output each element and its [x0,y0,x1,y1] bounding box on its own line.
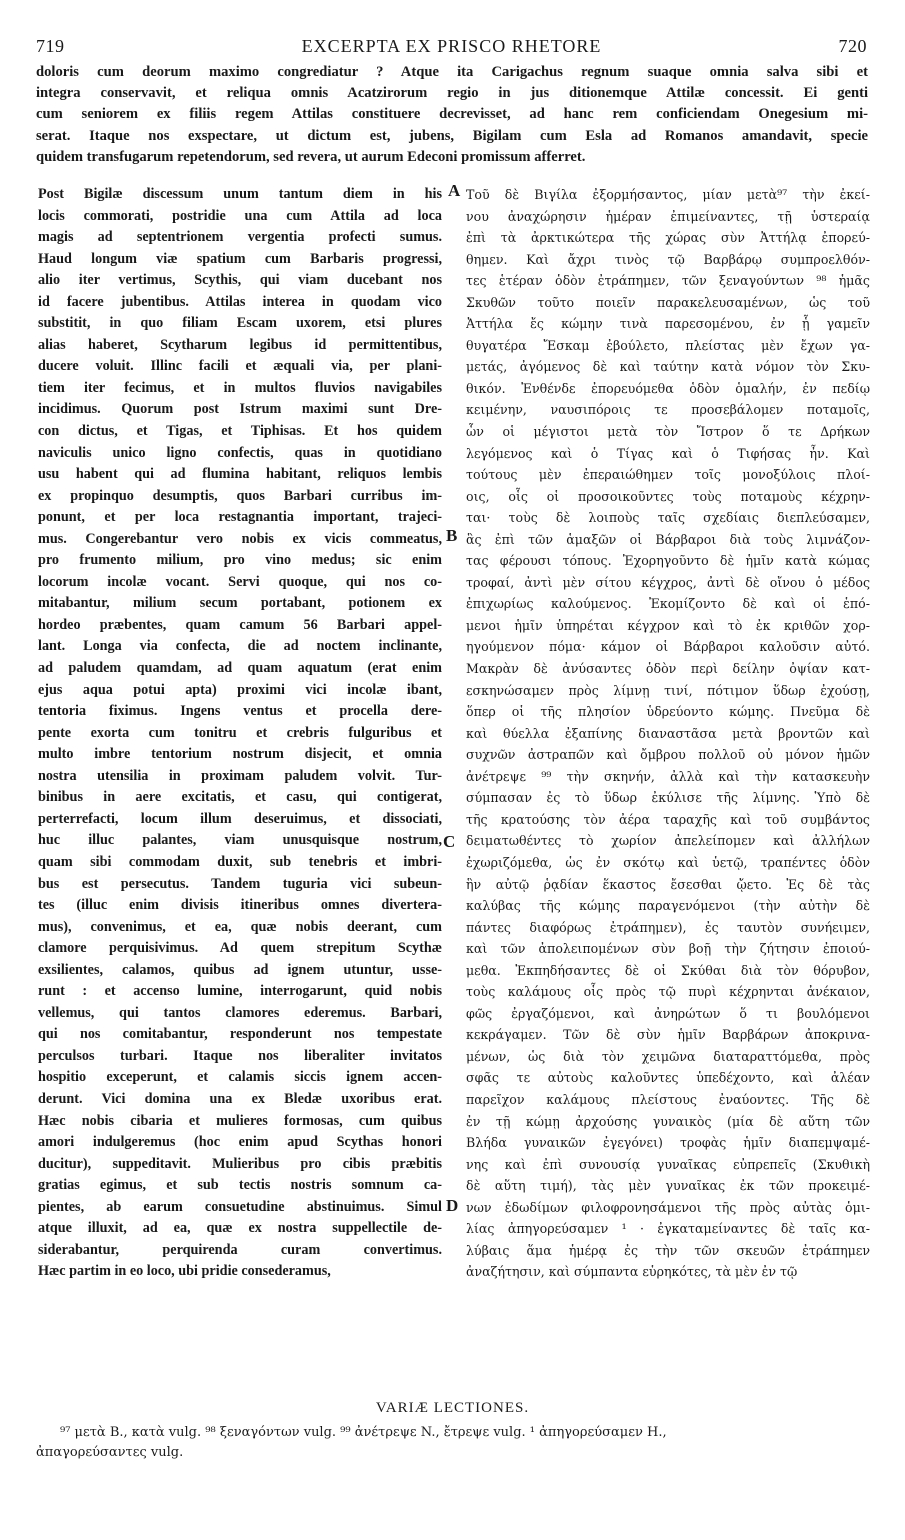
latin-line: alio iter vertimus, Scythis, qui viam ducebant nos [38,272,442,289]
greek-line: ὅπερ οἱ τῆς πλησίον ὑδρεύοντο κώμης. Πνεῦμα δὲ [466,704,870,720]
greek-line: ὧν οἱ μέγιστοι μετὰ τὸν Ἴστρον ὅ τε Δρήκων [466,424,870,440]
section-marker-b: B [446,526,458,545]
greek-line: καὶ θύελλα ἐξαπίνης διαναστᾶσα μετὰ βροντῶν καὶ [466,725,870,741]
latin-line: tentoria fiximus. Ingens ventus et procella dere- [38,703,442,720]
latin-line: exsilientes, calamos, quibus ad ignem utuntur, usse- [38,961,442,978]
greek-line: σφᾶς τε αὐτοὺς καλοῦντες ὑπεδέχοντο, καὶ ἀλέαν [466,1070,870,1086]
latin-line: pientes, ab earum consuetudine abstinuimus. Simul [38,1198,442,1215]
greek-line: ἀναζήτησιν, καὶ σύμπαντα εὑρηκότες, τὰ μὲν ἐν τῷ [466,1264,798,1280]
latin-line: Haud longum viæ spatium cum Barbaris progressi, [38,250,442,267]
greek-line: ἐπὶ τὰ ἀρκτικώτερα τῆς χώρας σὺν Ἀττήλᾳ ἐπορεύ- [466,230,870,246]
latin-line: runt : et accenso lumine, interrogarunt, quid nobis [38,983,442,1000]
greek-column [466,184,870,1283]
latin-line: ejus aqua potui apta) proximi vici incolæ ibant, [38,681,442,698]
greek-line: νου ἀναχώρησιν ἡμέραν ἐπιμείναντες, τῇ ὑστεραίᾳ [466,208,870,224]
variant-readings-line: ⁹⁷ μετὰ B., κατὰ vulg. ⁹⁸ ξεναγόντων vulg. ⁹⁹ ἀνέτρεψε N., ἔτρεψε vulg. ¹ ἀπηγορεύσαμεν H., [60,1425,667,1440]
greek-line: τοὺς καλάμους οἷς πρὸς τῷ πυρὶ κέχρηνται ἀνέκαιον, [466,984,870,1000]
greek-line: δὲ αὕτη τιμή), τὰς μὲν γυναῖκας ἐκ τῶν προκειμέ- [466,1178,870,1194]
latin-line: amori indulgeremus (hoc enim apud Scythas honori [38,1134,442,1151]
latin-line: hospitio exceperunt, et calamis siccis ignem accen- [38,1069,442,1086]
greek-line: τας φέρουσι τόπους. Ἐχορηγοῦντο δὲ ἡμῖν κατὰ κώμας [466,553,870,569]
latin-line: Hæc nobis cibaria et mulieres formosas, cum quibus [38,1112,442,1129]
section-marker-d: D [446,1196,459,1215]
running-title: EXCERPTA EX PRISCO RHETORE [301,36,602,56]
greek-line: σύμπασαν ἐς τὸ ὕδωρ ἐκύλισε τῆς λίμνης. Ὑπὸ δὲ [466,790,870,806]
latin-line: vellemus, qui tantos clamores ederemus. Barbari, [38,1004,442,1021]
greek-line: ἐν τῇ κώμῃ ἀρχούσης γυναικὸς (μία δὲ αὕτη τῶν [466,1113,870,1129]
greek-line: εσκηνώσαμεν πρὸς λίμνῃ τινί, πότιμον ὕδωρ ἐχούσῃ, [466,682,870,698]
latin-line: mitabantur, milium secum portabant, potionem ex [38,595,442,612]
latin-line: qui nos comitabantur, responderunt nos tempestate [38,1026,442,1043]
greek-line: ἐπιχωρίως καλούμενος. Ἐκομίζοντο δὲ καὶ οἱ ἑπό- [466,596,870,612]
latin-line: substitit, in quo filiam Escam uxorem, etsi plures [38,315,442,332]
greek-line: θημεν. Καὶ ἄχρι τινὸς τῷ Βαρβάρῳ συμπροελθόν- [466,251,870,267]
latin-line: clamore perquisivimus. Ad quem strepitum Scythæ [38,940,442,957]
latin-line: mus. Congerebantur vero nobis ex vicis commeatus, [38,530,442,547]
latin-line: Hæc partim in eo loco, ubi pridie consederamus, [38,1263,331,1280]
greek-line: ἣν αὐτῷ ῥᾳδίαν ἕκαστος ἔσεσθαι ᾤετο. Ἐς δὲ τὰς [466,876,870,892]
latin-line: pro frumento milium, pro vino medus; sic enim [38,552,442,569]
greek-line: λύβαις ἅμα ἡμέρᾳ ἐς τὴν τῶν σκευῶν ἐτράπημεν [466,1242,870,1258]
page-number-right: 720 [838,36,867,56]
greek-line: συχνῶν ἀστραπῶν καὶ ὄμβρου πολλοῦ οὐ μόνον ἡμῶν [466,747,870,763]
latin-line: binibus in aere excitatis, et casu, qui contigerat, [38,789,442,806]
latin-line: hordeo præbentes, quam camum 56 Barbari appel- [38,616,442,633]
latin-line: quam sibi commodam duxit, sub tenebris et imbri- [38,853,442,870]
greek-line: μένων, ὡς διὰ τὸν χειμῶνα διαταραττόμεθα, πρὸς [466,1048,870,1064]
latin-line: pente exorta cum tonitru et crebris fulguribus et [38,724,442,741]
text-line: doloris cum deorum maximo congrediatur ? Atque ita Carigachus regnum suaque omnia salva sibi et [36,64,868,80]
variae-lectiones-title: VARIÆ LECTIONES. [375,1400,530,1416]
greek-line: Μακρὰν δὲ ἀνύσαντες ὁδὸν περὶ δείλην ὀψίαν κατ- [466,661,870,677]
greek-line: ται· τοὺς δὲ λοιποὺς ταῖς σχεδίαις διεπλεύσαμεν, [466,510,870,526]
latin-line: tes (illuc enim divisis itineribus omnes divertera- [38,897,442,914]
latin-line: perculsos turbari. Itaque nos liberaliter invitatos [38,1047,442,1064]
greek-line: ηγούμενον πόμα· κάμον οἱ Βάρβαροι καλοῦσιν αὐτό. [466,639,870,655]
greek-line: θικόν. Ἐνθένδε ἐπορευόμεθα ὁδὸν ὁμαλήν, ἐν πεδίῳ [466,380,870,396]
latin-line: magis ad septentrionem vergentia profecti sumus. [38,229,442,246]
latin-line: Post Bigilæ discessum unum tantum diem in his [38,186,442,202]
latin-line: atque illuxit, ad ea, quæ ex nostra suppellectile de- [38,1220,442,1237]
greek-line: νων ἐδωδίμων φιλοφρονησάμενοι τῆς πρὸς αὐτὰς ὁμι- [466,1199,870,1215]
latin-line: ducere voluit. Illinc facili et æquali via, per plani- [38,358,442,375]
greek-line: ἀνέτρεψε ⁹⁹ τὴν σκηνήν, ἀλλὰ καὶ τὴν κατασκευὴν [466,768,870,784]
text-line: serat. Itaque nos exspectare, ut dictum est, jubens, Bigilam cum Esla ad Romanos amandavit, specie [36,127,868,144]
latin-line: alias haberet, Scytharum legibus id permittentibus, [38,336,442,353]
greek-line: παρεῖχον καλάμους πλείστους ἐναύοντες. Τῆς δὲ [466,1091,870,1107]
section-marker-c: C [443,832,456,851]
greek-line: μεθα. Ἐκπηδήσαντες δὲ οἱ Σκύθαι διὰ τὸν θόρυβον, [466,962,870,978]
greek-line: καὶ τῶν ἀπολειπομένων σὺν βοῇ τὴν ζήτησιν ἐποιού- [466,941,870,957]
greek-line: κεκράγαμεν. Τῶν δὲ σὺν ἡμῖν Βαρβάρων ἀποκρινα- [466,1027,870,1043]
latin-line: locis commorati, postridie una cum Attila ad loca [38,207,442,224]
greek-line: Βλήδα γυναικῶν ἐγεγόνει) τροφὰς ἡμῖν διαπεμψαμέ- [466,1135,870,1151]
greek-line: μετάς, ἀγόμενος δὲ καὶ ταύτην κατὰ νόμον τὸν Σκυ- [466,359,870,375]
latin-column [38,184,442,1283]
latin-line: tiem iter fecimus, et in multos fluvios navigabiles [38,379,442,396]
latin-line: con dictus, et Tigas, et Tiphisas. Et hos quidem [38,423,442,440]
latin-line: huc illuc palantes, viam unusquisque nostrum, [38,832,442,849]
greek-line: λεγόμενος καὶ ὁ Τίγας καὶ ὁ Τιφήσας ἦν. Καὶ [466,445,870,461]
section-marker-a: A [448,181,461,200]
top-paragraph [36,62,868,168]
greek-line: Ἀττήλα ἔς κώμην τινὰ παρεσομένου, ἐν ᾗ γαμεῖν [466,316,870,332]
variant-readings-line: ἀπαγορεύσαντες vulg. [36,1445,184,1460]
page-number-left: 719 [36,36,65,56]
text-line: integra conservavit, et reliqua omnis Acatzirorum regio in jus ditionemque Attilæ concessit. Ei genti [36,85,868,102]
greek-line: πάντες διαφόρως ἐτράπημεν), ἐς ταυτὸν συνήειμεν, [466,919,870,935]
greek-line: τροφαί, ἀντὶ μὲν σίτου κέγχρος, ἀντὶ δὲ οἴνου ὁ μέδος [466,574,870,590]
latin-line: locorum incolæ vocant. Servi quoque, qui nos co- [38,573,442,590]
latin-line: siderabantur, perquirenda curam convertimus. [38,1241,442,1258]
greek-line: θυγατέρα Ἔσκαμ ἐβούλετο, πλείστας μὲν ἔχων γα- [466,337,870,353]
latin-line: usu habent qui ad flumina habitant, reliquos lembis [38,466,442,483]
greek-line: Τοῦ δὲ Βιγίλα ἐξορμήσαντος, μίαν μετὰ⁹⁷ τὴν ἐκεί- [466,187,870,202]
greek-line: ἐχωριζόμεθα, ὡς ἐν σκότῳ καὶ ὑετῷ, τραπέντες ὁδὸν [466,854,870,870]
text-line: quidem transfugarum repetendorum, sed revera, ut aurum Edeconi promissum afferret. [36,148,586,165]
latin-line: perterrefacti, locum illum deseruimus, et dissociati, [38,810,442,827]
page-header [36,36,867,60]
latin-line: incidimus. Quorum post Istrum maximi sunt Dre- [38,401,442,418]
greek-line: λίας ἀπηγορεύσαμεν ¹ · ἐγκαταμείναντες δὲ ταῖς κα- [466,1221,870,1237]
greek-line: μενοι ἡμῖν ὑπηρέται κέγχρον καὶ τὸ ἐκ κριθῶν χορ- [466,617,870,633]
greek-line: φῶς ἐργαζόμενοι, καὶ ἀνηρώτων ὅ τι βουλόμενοι [466,1005,870,1021]
latin-line: nostra utensilia in proximam paludem volvit. Tur- [38,767,442,784]
latin-line: ducitur), suppeditavit. Mulieribus pro cibis præbitis [38,1155,442,1172]
latin-line: ponunt, et per loca restagnantia important, trajeci- [38,509,442,526]
latin-line: mus), convenimus, et ea, quæ nobis deerant, cum [38,918,442,935]
greek-line: οις, οἷς οἱ προσοικοῦντες τοὺς ποταμοὺς κέχρην- [466,488,870,504]
text-line: cum seniorem ex filiis regem Attilas constituere decrevisset, ad hanc rem conficiendam Onegesium mi- [36,106,868,123]
greek-line: καλύβας τῆς κώμης παραγενόμενοι (τὴν αὐτὴν δὲ [466,898,870,914]
greek-line: τῆς κρατούσης τὸν ἀέρα ταραχῆς καὶ τοῦ συμβάντος [466,811,870,827]
latin-line: bus est persecutus. Tandem tuguria vici subeun- [38,875,442,892]
latin-line: lant. Longa via confecta, die ad noctem inclinante, [38,638,442,655]
latin-line: ad paludem quamdam, ad quam aquatum (erat enim [38,660,442,677]
greek-line: τούτους μὲν ἐπεραιώθημεν τοῖς μονοξύλοις πλοί- [466,467,870,483]
greek-line: δειματωθέντες τὸ χωρίον ἀπελείπομεν καὶ ἀλλήλων [466,833,870,849]
greek-line: Σκυθῶν τοῦτο ποιεῖν παρακελευσαμένων, ὡς τοῦ [466,294,870,310]
greek-line: τες ἑτέραν ὁδὸν ἐτράπημεν, τῶν ξεναγούντων ⁹⁸ ἡμᾶς [466,273,870,289]
latin-line: multo imbre tentorium nostrum disjecit, et omnia [38,746,442,763]
latin-line: id facere jubentibus. Attilas interea in quodam vico [38,293,442,310]
greek-line: νης καὶ ἐπὶ συνουσίᾳ γυναῖκας εὐπρεπεῖς (Σκυθικὴ [466,1156,870,1172]
latin-line: gratias egimus, et sub tectis nostris somnum ca- [38,1177,442,1194]
greek-line: κειμένην, ναυσιπόροις τε προσεβάλομεν ποταμοῖς, [466,402,870,418]
greek-line: ἃς ἐπὶ τῶν ἁμαξῶν οἱ Βάρβαροι διὰ τοὺς λιμνάζον- [466,531,870,547]
latin-line: derunt. Vici domina una ex Bledæ uxoribus erat. [38,1090,442,1107]
latin-line: naviculis unico ligno confectis, quas in quotidiano [38,444,442,461]
latin-line: ex propinquo desumptis, quos Barbari curribus im- [38,487,442,504]
